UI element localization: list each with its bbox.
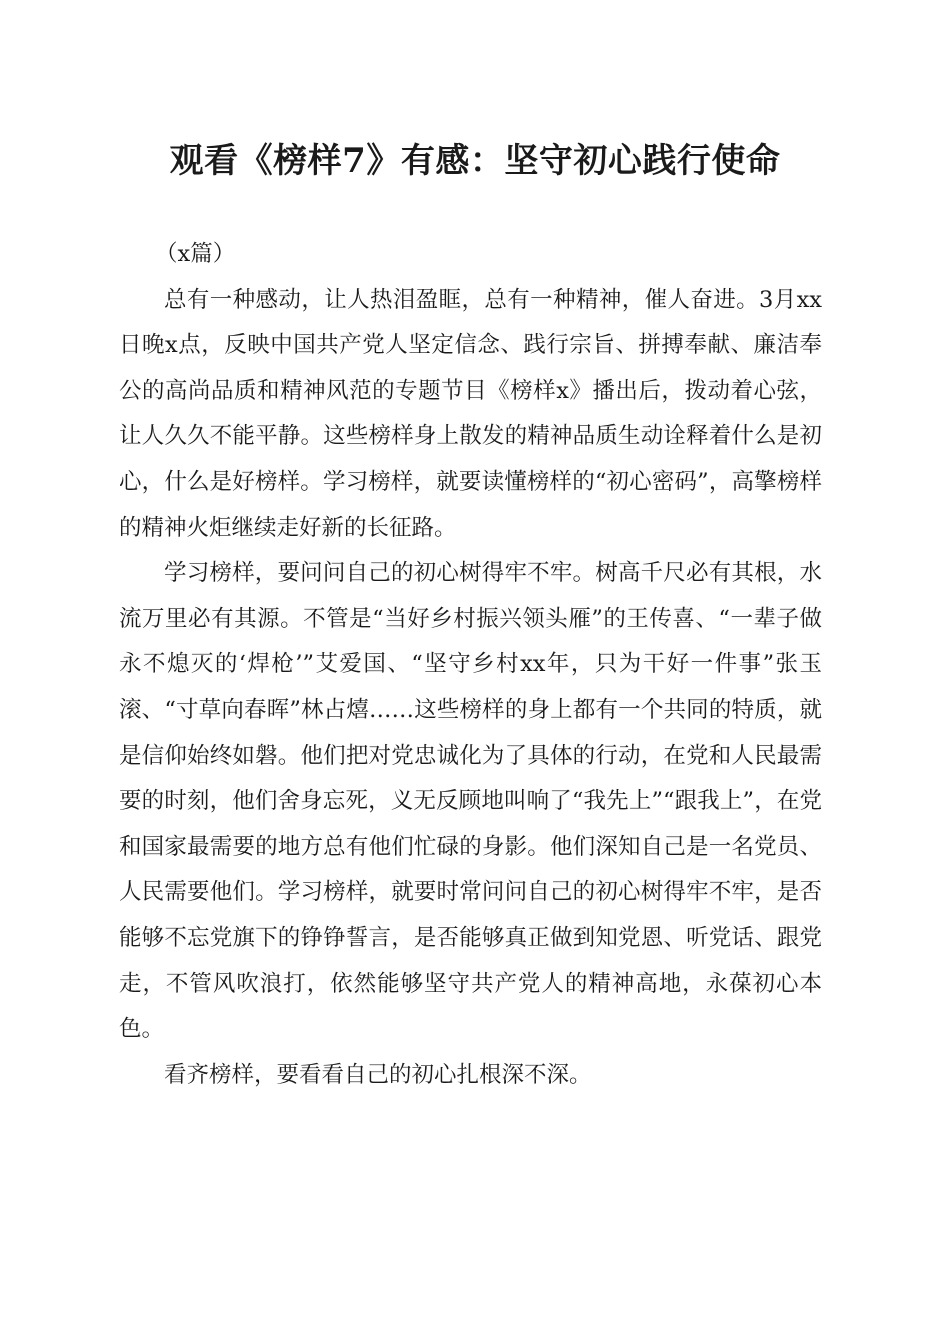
document-body (119, 232, 822, 1098)
paragraph-3: 看齐榜样，要看看自己的初心扎根深不深。 (164, 1061, 592, 1088)
document-note: （x篇） (155, 241, 236, 267)
paragraph-2: 学习榜样，要问问自己的初心树得牢不牢。树高千尺必有其根，水流万里必有其源。不管是“当好乡村振兴领头雁”的王传喜、“一辈子做永不熄灭的‘焊枪’”艾爱国、“坚守乡村xx年，只为干好一件事”张玉滚、“寸草向春晖”林占熺……这些榜样的身上都有一个共同的特质，就是信仰始终如磐。他们把对党忠诚化为了具体的行动，在党和人民最需要的时刻，他们舍身忘死，义无反顾地叫响了“我先上”“跟我上”，在党和国家最需要的地方总有他们忙碌的身影。他们深知自己是一名党员、人民需要他们。学习榜样，就要时常问问自己的初心树得牢不牢，是否能够不忘党旗下的铮铮誓言，是否能够真正做到知党恩、听党话、跟党走，不管风吹浪打，依然能够坚守共产党人的精神高地，永葆初心本色。 (119, 560, 822, 1043)
paragraph-1: 总有一种感动，让人热泪盈眶，总有一种精神，催人奋进。3月xx日晚x点，反映中国共产党人坚定信念、践行宗旨、拼搏奉献、廉洁奉公的高尚品质和精神风范的专题节目《榜样x》播出后，拨动着心弦，让人久久不能平静。这些榜样身上散发的精神品质生动诠释着什么是初心，什么是好榜样。学习榜样，就要读懂榜样的“初心密码”，高擎榜样的精神火炬继续走好新的长征路。 (119, 286, 822, 541)
document-title: 观看《榜样7》有感：坚守初心践行使命 (169, 141, 781, 181)
